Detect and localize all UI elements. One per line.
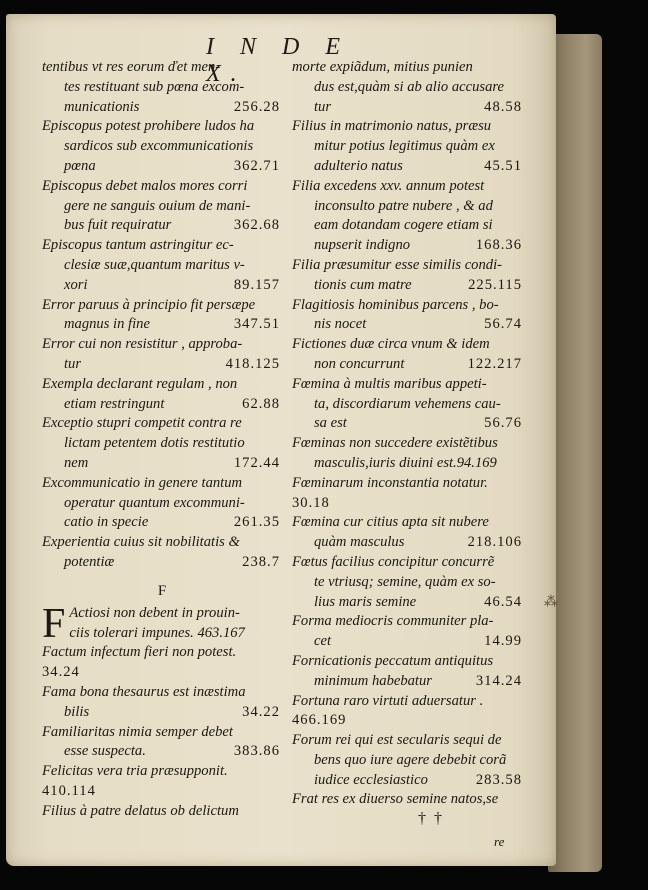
page-reference: 225.115 [468,276,522,293]
index-entry-text [42,762,282,782]
index-entry-line: tionis cum matre [314,276,412,293]
index-entry [292,731,524,790]
index-entry [292,256,524,296]
index-entry [42,723,282,763]
index-entry [292,612,524,652]
page-reference: 34.22 [242,703,280,720]
index-entry-line: catio in specie [64,514,149,531]
index-entry-line: Episcopus potest prohibere ludos ha [42,118,255,135]
page-reference: 34.24 [42,664,80,681]
index-entry-line: Factum infectum fieri non potest. [42,644,237,661]
index-entry-line: adulterio natus [314,157,403,174]
index-entry [292,513,524,553]
index-entry-line: nis nocet [314,316,367,333]
page-reference: 89.157 [233,276,280,293]
index-entry-line: Filia excedens xxv. annum potest [292,177,485,194]
index-entry [292,117,524,176]
index-entry [42,474,282,533]
index-entry-text [42,802,282,822]
index-entry-line: Fœminas non succedere existẽtibus [292,435,498,452]
page-reference: 362.68 [233,217,280,234]
index-entry-line: Fœminarum inconstantia notatur. [292,474,488,491]
page-reference: 172.44 [233,454,280,471]
index-entry-line: Excommunicatio in genere tantum [42,474,243,491]
index-entry-line: Flagitiosis hominibus parcens , bo- [292,296,499,313]
index-entry-line: Fœmina à multis maribus appeti- [292,375,487,392]
page-reference: 218.106 [467,534,522,551]
index-entry-line: Experientia cuius sit nobilitatis & [42,534,240,551]
index-entry [42,683,282,723]
index-entry-line: pœna [64,157,96,174]
index-entry-line: Fœtus facilius concipitur concurrẽ [292,553,495,570]
left-e-entries [42,58,282,573]
index-entry-line: masculis,iuris diuini est.94.169 [314,454,497,471]
page-reference: 14.99 [484,633,522,650]
index-entry-line: te vtriusq; semine, quàm ex so- [314,573,496,590]
index-entry [42,762,282,802]
index-entry-line: clesiæ suæ,quantum maritus v- [64,256,245,273]
index-entry [42,335,282,375]
index-entry [292,434,524,474]
index-entry-line: Familiaritas nimia semper debet [42,723,233,740]
index-entry-line: nupserit indigno [314,237,411,254]
page-reference: 238.7 [242,553,280,570]
page-reference: 256.28 [233,98,280,115]
catchword: re [494,834,505,849]
index-entry-line: minimum habebatur [314,672,432,689]
page-reference: 314.24 [475,672,522,689]
index-entry-line: Filius à patre delatus ob delictum [42,802,239,819]
index-entry [42,296,282,336]
index-entry-line: tur [64,355,82,372]
margin-ink-mark: ⁂ [544,595,557,610]
index-entry [42,58,282,117]
page-reference: 122.217 [467,355,522,372]
page-reference: 261.35 [233,514,280,531]
index-entry-line: sardicos sub excommunicationis [64,138,254,155]
index-entry [292,652,524,692]
index-entry [42,375,282,415]
index-entry [42,600,282,647]
index-entry-line: sa est [314,415,347,432]
index-entry-line: Exceptio stupri competit contra re [42,415,242,432]
index-entry [292,474,524,514]
index-entry [42,802,282,822]
index-entry-line: tur [314,98,332,115]
index-entry-line: operatur quantum excommuni- [64,494,245,511]
page-reference: 383.86 [233,743,280,760]
index-entry-line: gere ne sanguis ouium de mani- [64,197,251,214]
index-entry-text [292,692,524,712]
page-reference: 410.114 [42,782,96,799]
drop-capital: F [42,600,66,647]
index-entry-line: Fornicationis peccatum antiquitus [292,652,494,669]
index-entry [292,553,524,612]
index-entry-line: Actiosi non debent in prouin- [69,604,240,621]
right-entries [292,58,524,810]
book-page [6,14,556,866]
right-index-column [292,58,524,810]
index-entry [42,643,282,683]
index-entry-line: Error paruus à principio fit persæpe [42,296,256,313]
index-entry-line: municationis [64,98,140,115]
index-entry-line: Fortuna raro virtuti aduersatur . [292,692,484,709]
index-entry-line: Fœmina cur citius apta sit nubere [292,514,489,531]
index-entry [42,177,282,236]
left-f-entries [42,600,282,822]
index-entry-line: Filia præsumitur esse similis condi- [292,256,502,273]
index-entry-line: Filius in matrimonio natus, præsu [292,118,492,135]
index-entry-line: xori [64,276,88,293]
index-entry-line: quàm masculus [314,534,405,551]
index-entry-line: Felicitas vera tria præsupponit. [42,763,228,780]
index-entry-line: Frat res ex diuerso semine natos,se [292,791,499,808]
index-entry-line: nem [64,454,89,471]
index-entry-line: lictam petentem dotis restitutio [64,435,245,452]
index-entry-line: non concurrunt [314,355,405,372]
index-entry-line: dus est,quàm si ab alio accusare [314,78,504,95]
left-index-column [42,58,282,821]
index-entry-line: magnus in fine [64,316,150,333]
index-entry [292,296,524,336]
page-reference: 466.169 [292,712,347,729]
index-entry-text [42,600,282,647]
page-reference: 418.125 [225,355,280,372]
index-entry-line: mitur potius legitimus quàm ex [314,138,495,155]
index-entry-line: morte expiãdum, mitius punien [292,59,473,75]
index-entry-line: potentiæ [64,553,115,570]
page-reference: 46.54 [484,593,522,610]
page-reference: 30.18 [292,494,330,511]
index-entry-line: Exempla declarant regulam , non [42,375,238,392]
index-entry-line: Forma mediocris communiter pla- [292,613,494,630]
index-entry-line: Episcopus debet malos mores corri [42,177,248,194]
index-entry-line: ciis tolerari impunes. 463.167 [69,624,245,641]
signature-mark: † † [418,810,444,827]
index-entry-line: bens quo iure agere debebit corã [314,751,507,768]
index-entry [292,335,524,375]
index-entry-line: Fama bona thesaurus est inæstima [42,683,246,700]
index-entry-line: ta, discordiarum vehemens cau- [314,395,501,412]
index-entry-line: tes restituant sub pœna excom- [64,78,245,95]
index-entry-line: bilis [64,703,90,720]
page-reference: 45.51 [484,157,522,174]
index-entry-line: inconsulto patre nubere , & ad [314,197,493,214]
page-reference: 362.71 [233,157,280,174]
index-entry [292,177,524,256]
index-entry [292,375,524,434]
page-reference: 56.74 [484,316,522,333]
page-reference: 48.58 [484,98,522,115]
index-entry [292,58,524,117]
index-entry-line: Fictiones duæ circa vnum & idem [292,336,490,353]
index-entry-line: Forum rei qui est secularis sequi de [292,732,502,749]
index-entry [292,790,524,810]
index-entry-text [292,434,524,474]
index-entry-text [292,474,524,494]
index-entry-line: Error cui non resistitur , approba- [42,336,243,353]
index-entry-line: iudice ecclesiastico [314,771,428,788]
page-header-title: I N D E X. [206,34,350,87]
page-reference: 168.36 [475,237,522,254]
index-entry-line: Episcopus tantum astringitur ec- [42,237,234,254]
page-reference: 283.58 [475,771,522,788]
index-entry-text [42,643,282,663]
index-entry [42,117,282,176]
index-entry [42,533,282,573]
section-letter: F [157,582,167,599]
index-entry-line: esse suspecta. [64,743,146,760]
page-reference: 56.76 [484,415,522,432]
index-entry [42,414,282,473]
index-entry-line: cet [314,633,332,650]
index-entry-line: bus fuit requiratur [64,217,172,234]
book-fore-edge [548,34,602,872]
index-entry-line: lius maris semine [314,593,417,610]
index-entry-line: etiam restringunt [64,395,165,412]
index-entry-line: tentibus vt res eorum ďet men- [42,59,221,75]
index-entry [292,692,524,732]
index-entry [42,236,282,295]
index-entry-text [292,790,524,810]
page-reference: 62.88 [242,395,280,412]
index-entry-line: eam dotandam cogere etiam si [314,217,493,234]
page-reference: 347.51 [233,316,280,333]
